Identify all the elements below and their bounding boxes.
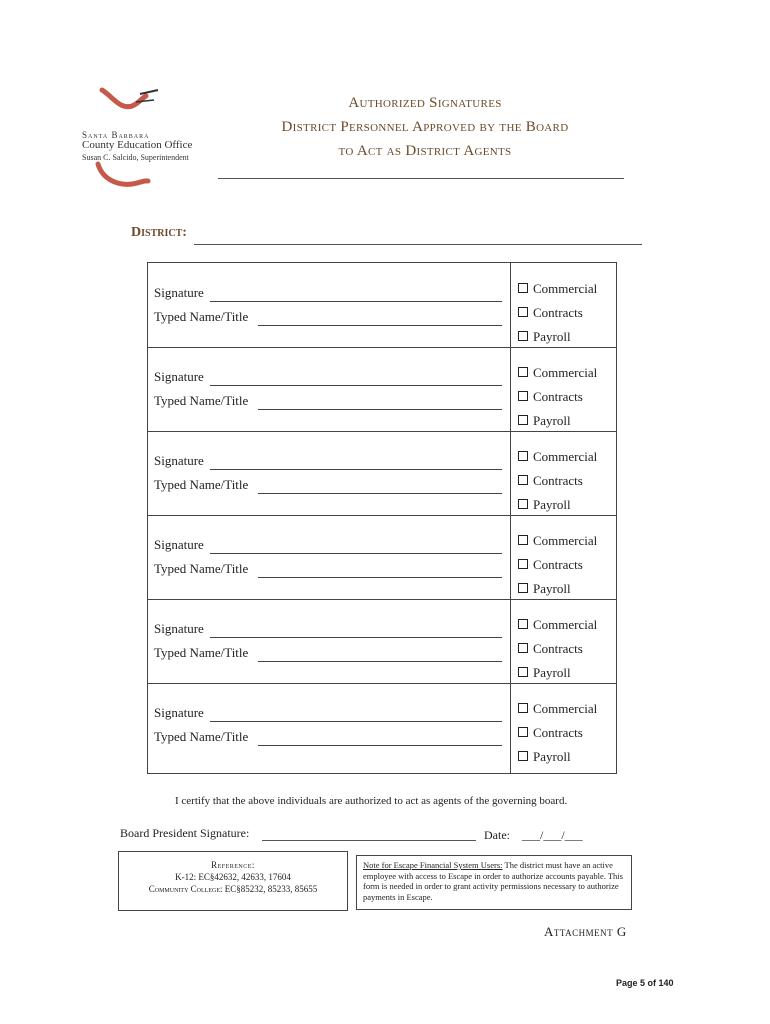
typed-name-label: Typed Name/Title [154,729,249,744]
signature-label: Signature [154,537,204,552]
note-body: The district must have an active employee with access to Escape in order to authorize accounts payable. This form is needed in order to grant activity permissions necessary to authorize payments in Escape. [363,860,623,902]
signature-table [147,262,617,774]
checkbox-commercial[interactable]: Commercial [518,365,597,381]
typed-name-label: Typed Name/Title [154,309,249,324]
logo-name-line: County Education Office [82,139,193,151]
reference-heading: Reference: [211,860,255,870]
signature-field[interactable] [210,721,502,722]
checkbox-payroll[interactable]: Payroll [518,413,571,429]
checkbox-commercial[interactable]: Commercial [518,701,597,717]
typed-name-label: Typed Name/Title [154,477,249,492]
signature-row [148,515,616,600]
checkbox-commercial[interactable]: Commercial [518,281,597,297]
date-field[interactable]: ___/___/___ [522,828,583,842]
signature-row [148,431,616,516]
checkbox-contracts[interactable]: Contracts [518,557,583,573]
logo-org-line: Santa Barbara [82,130,150,140]
checkbox-commercial[interactable]: Commercial [518,533,597,549]
page-title-line2: District Personnel Approved by the Board [281,119,569,135]
reference-box [118,851,348,911]
checkbox-payroll[interactable]: Payroll [518,581,571,597]
board-president-label: Board President Signature: [120,826,250,840]
checkbox-contracts[interactable]: Contracts [518,473,583,489]
note-heading: Note for Escape Financial System Users: [363,860,503,870]
signature-label: Signature [154,285,204,300]
checkbox-payroll[interactable]: Payroll [518,329,571,345]
checkbox-payroll[interactable]: Payroll [518,665,571,681]
typed-name-field[interactable] [258,409,502,410]
checkbox-payroll[interactable]: Payroll [518,749,571,765]
signature-field[interactable] [210,637,502,638]
date-label: Date: [484,828,510,842]
typed-name-field[interactable] [258,493,502,494]
signature-label: Signature [154,621,204,636]
page-number: Page 5 of 140 [616,978,674,988]
checkbox-contracts[interactable]: Contracts [518,389,583,405]
checkbox-payroll[interactable]: Payroll [518,497,571,513]
signature-field[interactable] [210,301,502,302]
attachment-label: Attachment G [544,924,627,939]
reference-k12: K-12: EC§42632, 42633, 17604 [175,872,291,882]
typed-name-field[interactable] [258,577,502,578]
typed-name-field[interactable] [258,661,502,662]
checkbox-contracts[interactable]: Contracts [518,305,583,321]
signature-row [148,683,616,773]
signature-row [148,263,616,348]
typed-name-label: Typed Name/Title [154,393,249,408]
title-divider [218,178,624,179]
signature-field[interactable] [210,469,502,470]
district-label: District: [131,225,187,240]
page-title-line1: Authorized Signatures [348,95,502,111]
reference-community-college: Community College: EC§85232, 85233, 85655 [148,884,318,894]
signature-label: Signature [154,453,204,468]
checkbox-commercial[interactable]: Commercial [518,617,597,633]
signature-label: Signature [154,369,204,384]
typed-name-field[interactable] [258,325,502,326]
signature-row [148,599,616,684]
signature-field[interactable] [210,385,502,386]
typed-name-label: Typed Name/Title [154,645,249,660]
checkbox-contracts[interactable]: Contracts [518,725,583,741]
checkbox-contracts[interactable]: Contracts [518,641,583,657]
escape-note-box [356,855,632,910]
logo-superintendent-line: Susan C. Salcido, Superintendent [82,153,189,162]
district-field[interactable] [194,244,642,245]
checkbox-commercial[interactable]: Commercial [518,449,597,465]
typed-name-field[interactable] [258,745,502,746]
typed-name-label: Typed Name/Title [154,561,249,576]
board-president-signature-field[interactable] [262,840,476,841]
signature-field[interactable] [210,553,502,554]
certify-statement: I certify that the above individuals are authorized to act as agents of the governing board. [175,795,568,807]
signature-row [148,347,616,432]
page-title-line3: to Act as District Agents [338,143,512,159]
signature-label: Signature [154,705,204,720]
